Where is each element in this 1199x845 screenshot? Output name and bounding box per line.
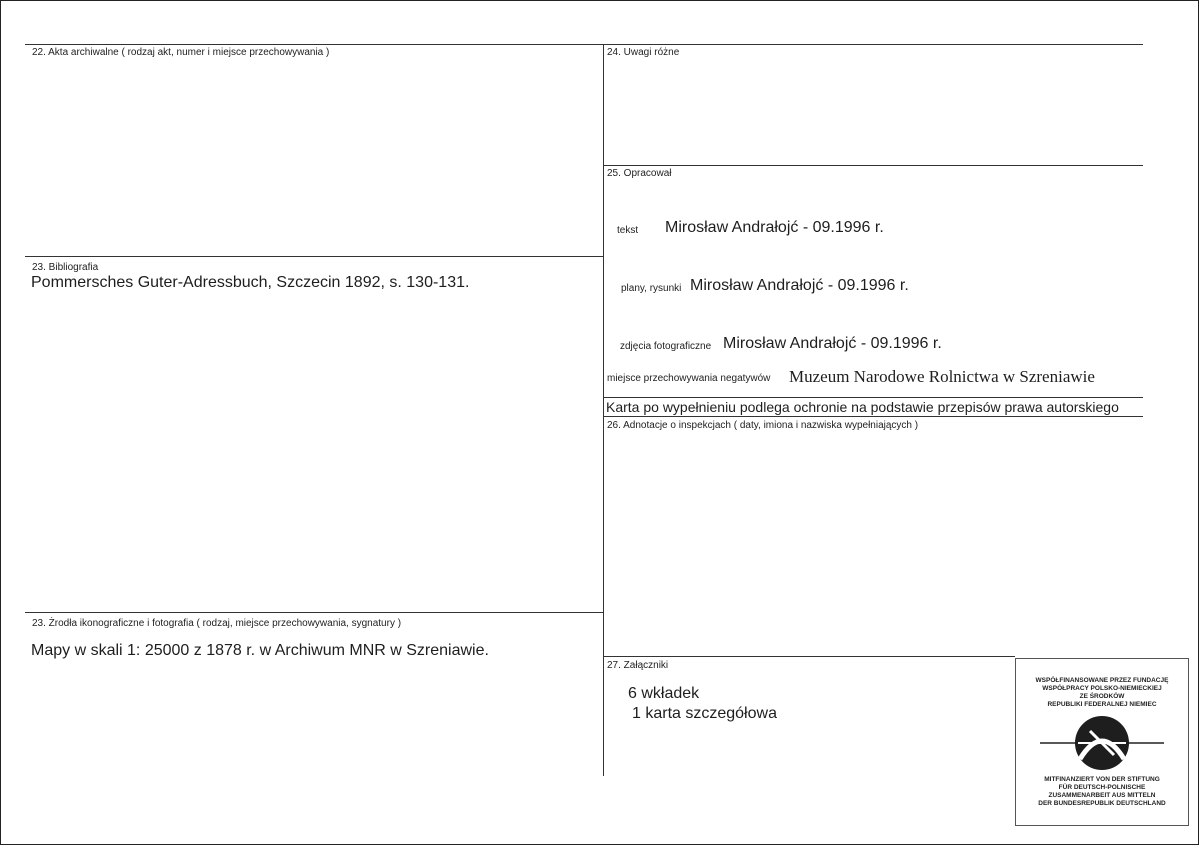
section-23-zrodla-value: Mapy w skali 1: 25000 z 1878 r. w Archiwum MNR w Szreniawie. xyxy=(31,642,489,659)
section-27-label: 27. Załączniki xyxy=(607,660,669,671)
rule-notice xyxy=(603,397,1143,398)
stamp-bottom-text: MITFINANZIERT VON DER STIFTUNG FÜR DEUTSCH-POLNISCHE ZUSAMMENARBEIT AUS MITTELN DER BUNDESREPUBLIK DEUTSCHLAND xyxy=(1038,776,1166,807)
zdjecia-label: zdjęcia fotograficzne xyxy=(620,341,712,352)
stamp-top-text: WSPÓŁFINANSOWANE PRZEZ FUNDACJĘ WSPÓŁPRACY POLSKO-NIEMIECKIEJ ZE ŚRODKÓW REPUBLIKI FEDERALNEJ NIEMIEC xyxy=(1035,677,1169,708)
plany-value: Mirosław Andrałojć - 09.1996 r. xyxy=(690,277,909,294)
attachment-item-1: 6 wkładek xyxy=(628,685,700,702)
tekst-value: Mirosław Andrałojć - 09.1996 r. xyxy=(665,219,884,236)
zdjecia-value: Mirosław Andrałojć - 09.1996 r. xyxy=(723,335,942,352)
attachment-item-2: 1 karta szczegółowa xyxy=(632,705,777,722)
plany-label: plany, rysunki xyxy=(621,283,682,294)
copyright-notice: Karta po wypełnieniu podlega ochronie na podstawie przepisów prawa autorskiego xyxy=(606,399,1119,415)
negatywy-label: miejsce przechowywania negatywów xyxy=(607,373,771,384)
section-24-label: 24. Uwagi różne xyxy=(607,47,680,58)
funding-stamp xyxy=(1015,658,1189,826)
rule-27 xyxy=(603,656,1015,657)
section-26-label: 26. Adnotacje o inspekcjach ( daty, imiona i nazwiska wypełniających ) xyxy=(607,420,919,431)
center-divider xyxy=(603,44,604,776)
section-23-zrodla-label: 23. Żrodła ikonograficzne i fotografia ( rodzaj, miejsce przechowywania, sygnatury ) xyxy=(32,618,402,629)
rule-23-bibliografia xyxy=(25,256,603,257)
section-22-label: 22. Akta archiwalne ( rodzaj akt, numer i miejsce przechowywania ) xyxy=(32,47,330,58)
section-25-label: 25. Opracował xyxy=(607,168,672,179)
bridge-circle-logo-icon xyxy=(1016,713,1188,773)
section-23-bibliografia-value: Pommersches Guter-Adressbuch, Szczecin 1892, s. 130-131. xyxy=(31,274,470,291)
rule-25 xyxy=(603,165,1143,166)
top-rule xyxy=(25,44,1143,45)
rule-26 xyxy=(603,416,1143,417)
rule-23-zrodla xyxy=(25,612,603,613)
section-23-bibliografia-label: 23. Bibliografia xyxy=(32,262,99,273)
negatywy-value: Muzeum Narodowe Rolnictwa w Szreniawie xyxy=(789,367,1095,386)
tekst-label: tekst xyxy=(617,225,639,236)
